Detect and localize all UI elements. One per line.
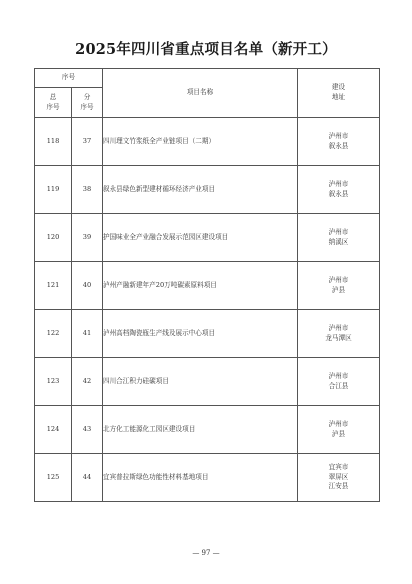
project-name-cell: 宜宾普拉斯绿色功能性材料基地项目: [103, 454, 298, 502]
sub-serial-header-line: 序号: [80, 102, 94, 111]
location-cell: [298, 406, 380, 454]
location-line: 泸州市: [328, 275, 349, 284]
serial-group-header: 序号: [35, 69, 103, 88]
total-serial-cell: 119: [35, 166, 72, 214]
total-serial-cell: 123: [35, 358, 72, 406]
total-serial-header: [35, 88, 72, 118]
location-cell: [298, 310, 380, 358]
location-line: 泸州市: [328, 227, 349, 236]
total-serial-cell: 118: [35, 118, 72, 166]
total-serial-cell: 124: [35, 406, 72, 454]
table-row: [35, 166, 380, 214]
location-cell: [298, 166, 380, 214]
location-line: 泸县: [331, 285, 346, 294]
total-serial-cell: 121: [35, 262, 72, 310]
location-header: [298, 69, 380, 118]
project-name-header: 项目名称: [103, 69, 298, 118]
location-line: 纳溪区: [328, 237, 349, 246]
total-serial-header-line: 序号: [46, 102, 60, 111]
sub-serial-cell: 40: [72, 262, 103, 310]
sub-serial-cell: 43: [72, 406, 103, 454]
location-line: 翠屏区: [328, 472, 349, 481]
sub-serial-header: [72, 88, 103, 118]
project-name-cell: 北方化工能源化工园区建设项目: [103, 406, 298, 454]
table-row: [35, 310, 380, 358]
project-name-cell: 叙永县绿色新型建材循环经济产业项目: [103, 166, 298, 214]
location-header-line: 地址: [331, 93, 346, 101]
sub-serial-cell: 38: [72, 166, 103, 214]
location-cell: [298, 358, 380, 406]
table-row: [35, 118, 380, 166]
sub-serial-header-line: 分: [83, 92, 91, 101]
page-number: — 97 —: [192, 549, 220, 557]
location-line: 合江县: [328, 381, 349, 390]
table-row: [35, 358, 380, 406]
location-line: 泸县: [331, 429, 346, 438]
sub-serial-cell: 44: [72, 454, 103, 502]
location-line: 泸州市: [328, 179, 349, 188]
project-name-cell: 护国味业全产业融合发展示范园区建设项目: [103, 214, 298, 262]
project-name-cell: 四川合江积力硅碳项目: [103, 358, 298, 406]
location-line: 叙永县: [328, 189, 349, 198]
table-row: [35, 262, 380, 310]
location-line: 叙永县: [328, 141, 349, 150]
location-cell: [298, 118, 380, 166]
location-line: 龙马潭区: [325, 333, 352, 342]
total-serial-cell: 122: [35, 310, 72, 358]
table-row: [35, 454, 380, 502]
project-table: [34, 68, 380, 502]
total-serial-cell: 120: [35, 214, 72, 262]
location-cell: [298, 454, 380, 502]
total-serial-header-line: 总: [49, 92, 57, 101]
table-header-row: [35, 69, 380, 88]
sub-serial-cell: 42: [72, 358, 103, 406]
location-line: 泸州市: [328, 371, 349, 380]
project-name-cell: 泸州产融新建年产20万吨碳素原料项目: [103, 262, 298, 310]
page-title: 2025年四川省重点项目名单（新开工）: [75, 41, 337, 58]
project-name-cell: 四川理文竹浆纸全产业链项目（二期）: [103, 118, 298, 166]
location-line: 泸州市: [328, 131, 349, 140]
project-name-cell: 泸州高档陶瓷瓶生产线及展示中心项目: [103, 310, 298, 358]
location-line: 泸州市: [328, 419, 349, 428]
table-row: [35, 214, 380, 262]
sub-serial-cell: 41: [72, 310, 103, 358]
total-serial-cell: 125: [35, 454, 72, 502]
location-line: 江安县: [328, 482, 349, 491]
location-cell: [298, 262, 380, 310]
location-line: 宜宾市: [328, 462, 349, 471]
location-line: 泸州市: [328, 323, 349, 332]
sub-serial-cell: 37: [72, 118, 103, 166]
location-cell: [298, 214, 380, 262]
sub-serial-cell: 39: [72, 214, 103, 262]
location-header-line: 建设: [331, 83, 346, 92]
table-row: [35, 406, 380, 454]
